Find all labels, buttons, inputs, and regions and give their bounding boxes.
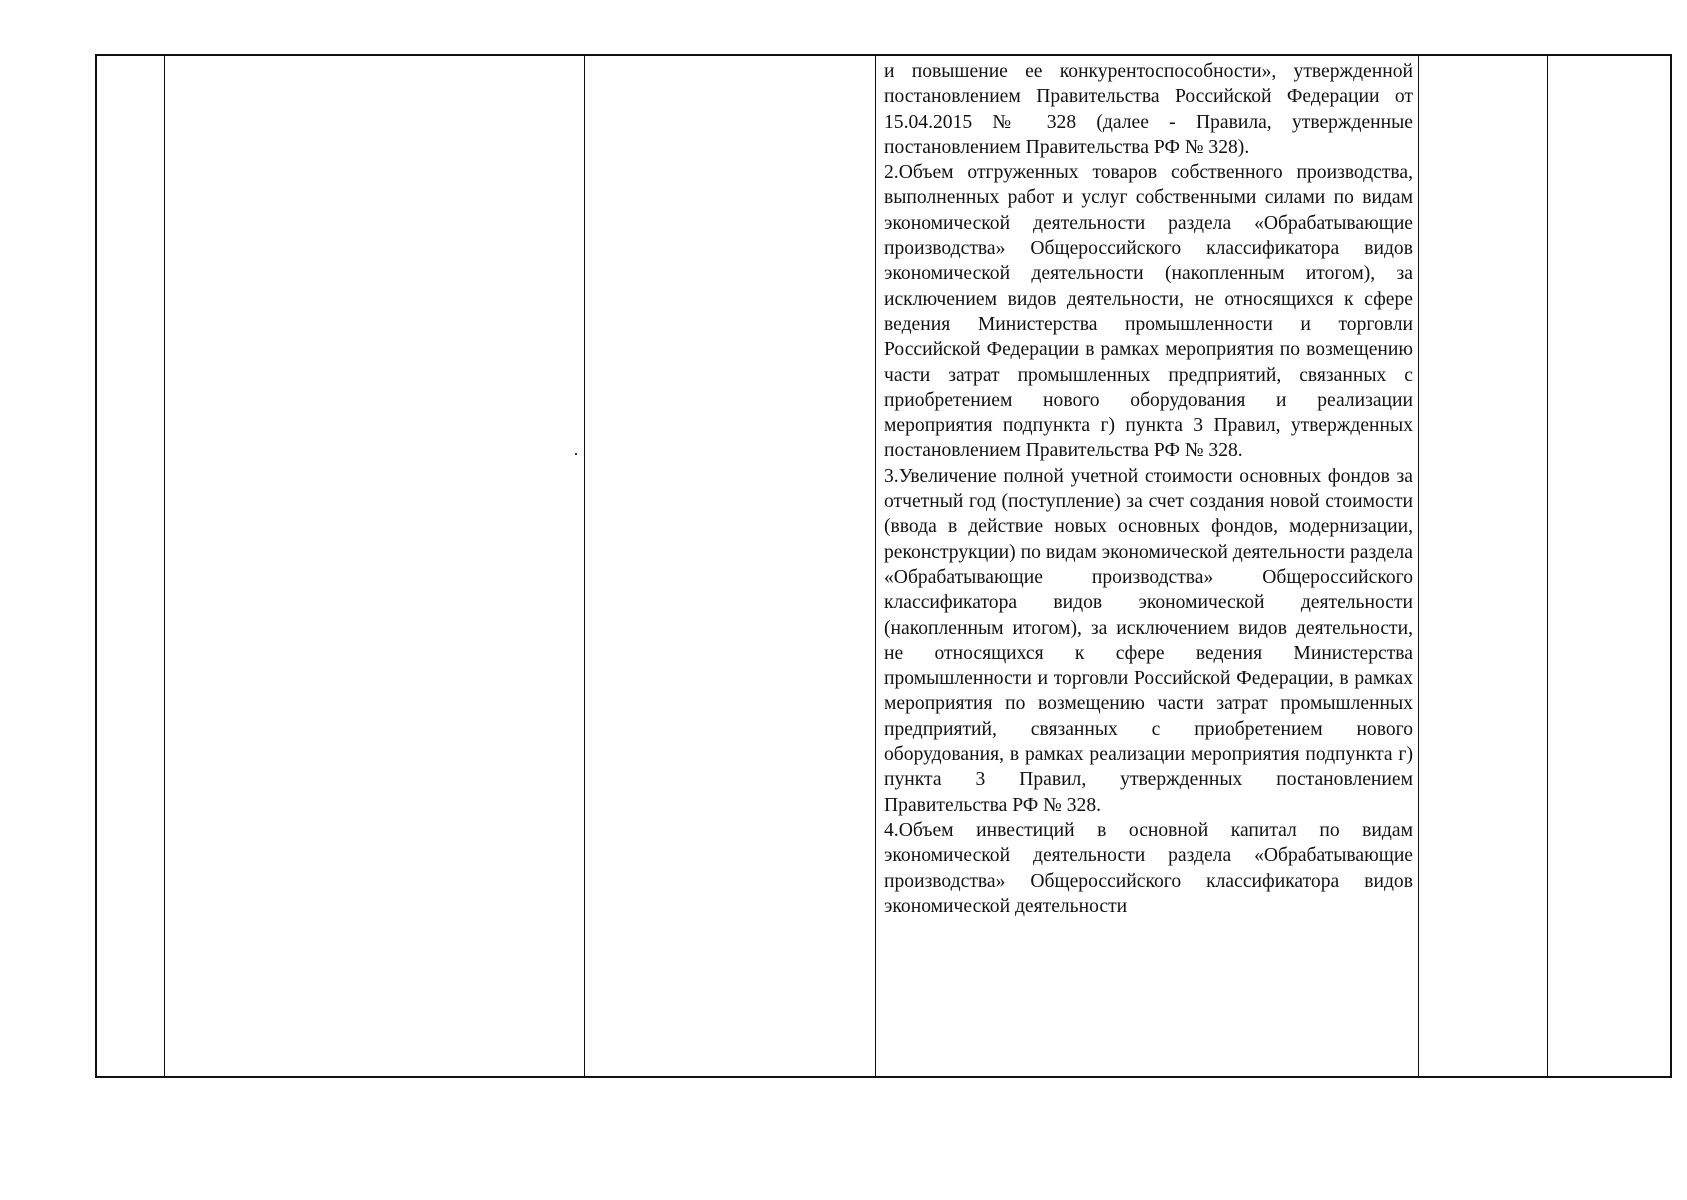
table-column-number bbox=[97, 56, 165, 1076]
table-column-value-1 bbox=[1419, 56, 1548, 1076]
table-column-value-2 bbox=[1548, 56, 1672, 1076]
table-column-responsible bbox=[585, 56, 876, 1076]
scan-artifact-dot bbox=[575, 453, 577, 455]
table-column-indicators bbox=[876, 56, 1419, 1076]
indicator-item-4: 4.Объем инвестиций в основной капитал по видам экономической деятельности раздела «Обрабатывающие производства» Общероссийского классификатора видов экономической деятельности bbox=[884, 819, 1413, 917]
document-table bbox=[95, 54, 1672, 1078]
indicator-item-2: 2.Объем отгруженных товаров собственного производства, выполненных работ и услуг собственными силами по видам экономической деятельности раздела «Обрабатывающие производства» Общероссийского классификатора видов экономической деятельности (накопленным итогом), за исключением видов деятельности, не относящихся к сфере ведения Министерства промышленности и торговли Российской Федерации в рамках мероприятия по возмещению части затрат промышленных предприятий, связанных с приобретением нового оборудования и реализации мероприятия подпункта г) пункта 3 Правил, утвержденных постановлением Правительства РФ № 328. bbox=[884, 162, 1413, 462]
table-column-name bbox=[165, 56, 585, 1076]
indicator-item-3: 3.Увеличение полной учетной стоимости основных фондов за отчетный год (поступление) за счет создания новой стоимости (ввода в действие новых основных фондов, модернизации, реконструкции) по видам экономической деятельности раздела «Обрабатывающие производства» Общероссийского классификатора видов экономической деятельности (накопленным итогом), за исключением видов деятельности, не относящихся к сфере ведения Министерства промышленности и торговли Российской Федерации, в рамках мероприятия по возмещению части затрат промышленных предприятий, связанных с приобретением нового оборудования, в рамках реализации мероприятия подпункта г) пункта 3 Правил, утвержденных постановлением Правительства РФ № 328. bbox=[884, 465, 1413, 816]
text-fragment-continuation: и повышение ее конкурентоспособности», утвержденной постановлением Правительства Российской Федерации от 15.04.2015 № 328 (далее - Правила, утвержденные постановлением Правительства РФ № 328). bbox=[884, 61, 1413, 158]
indicators-cell-text bbox=[884, 59, 1413, 919]
